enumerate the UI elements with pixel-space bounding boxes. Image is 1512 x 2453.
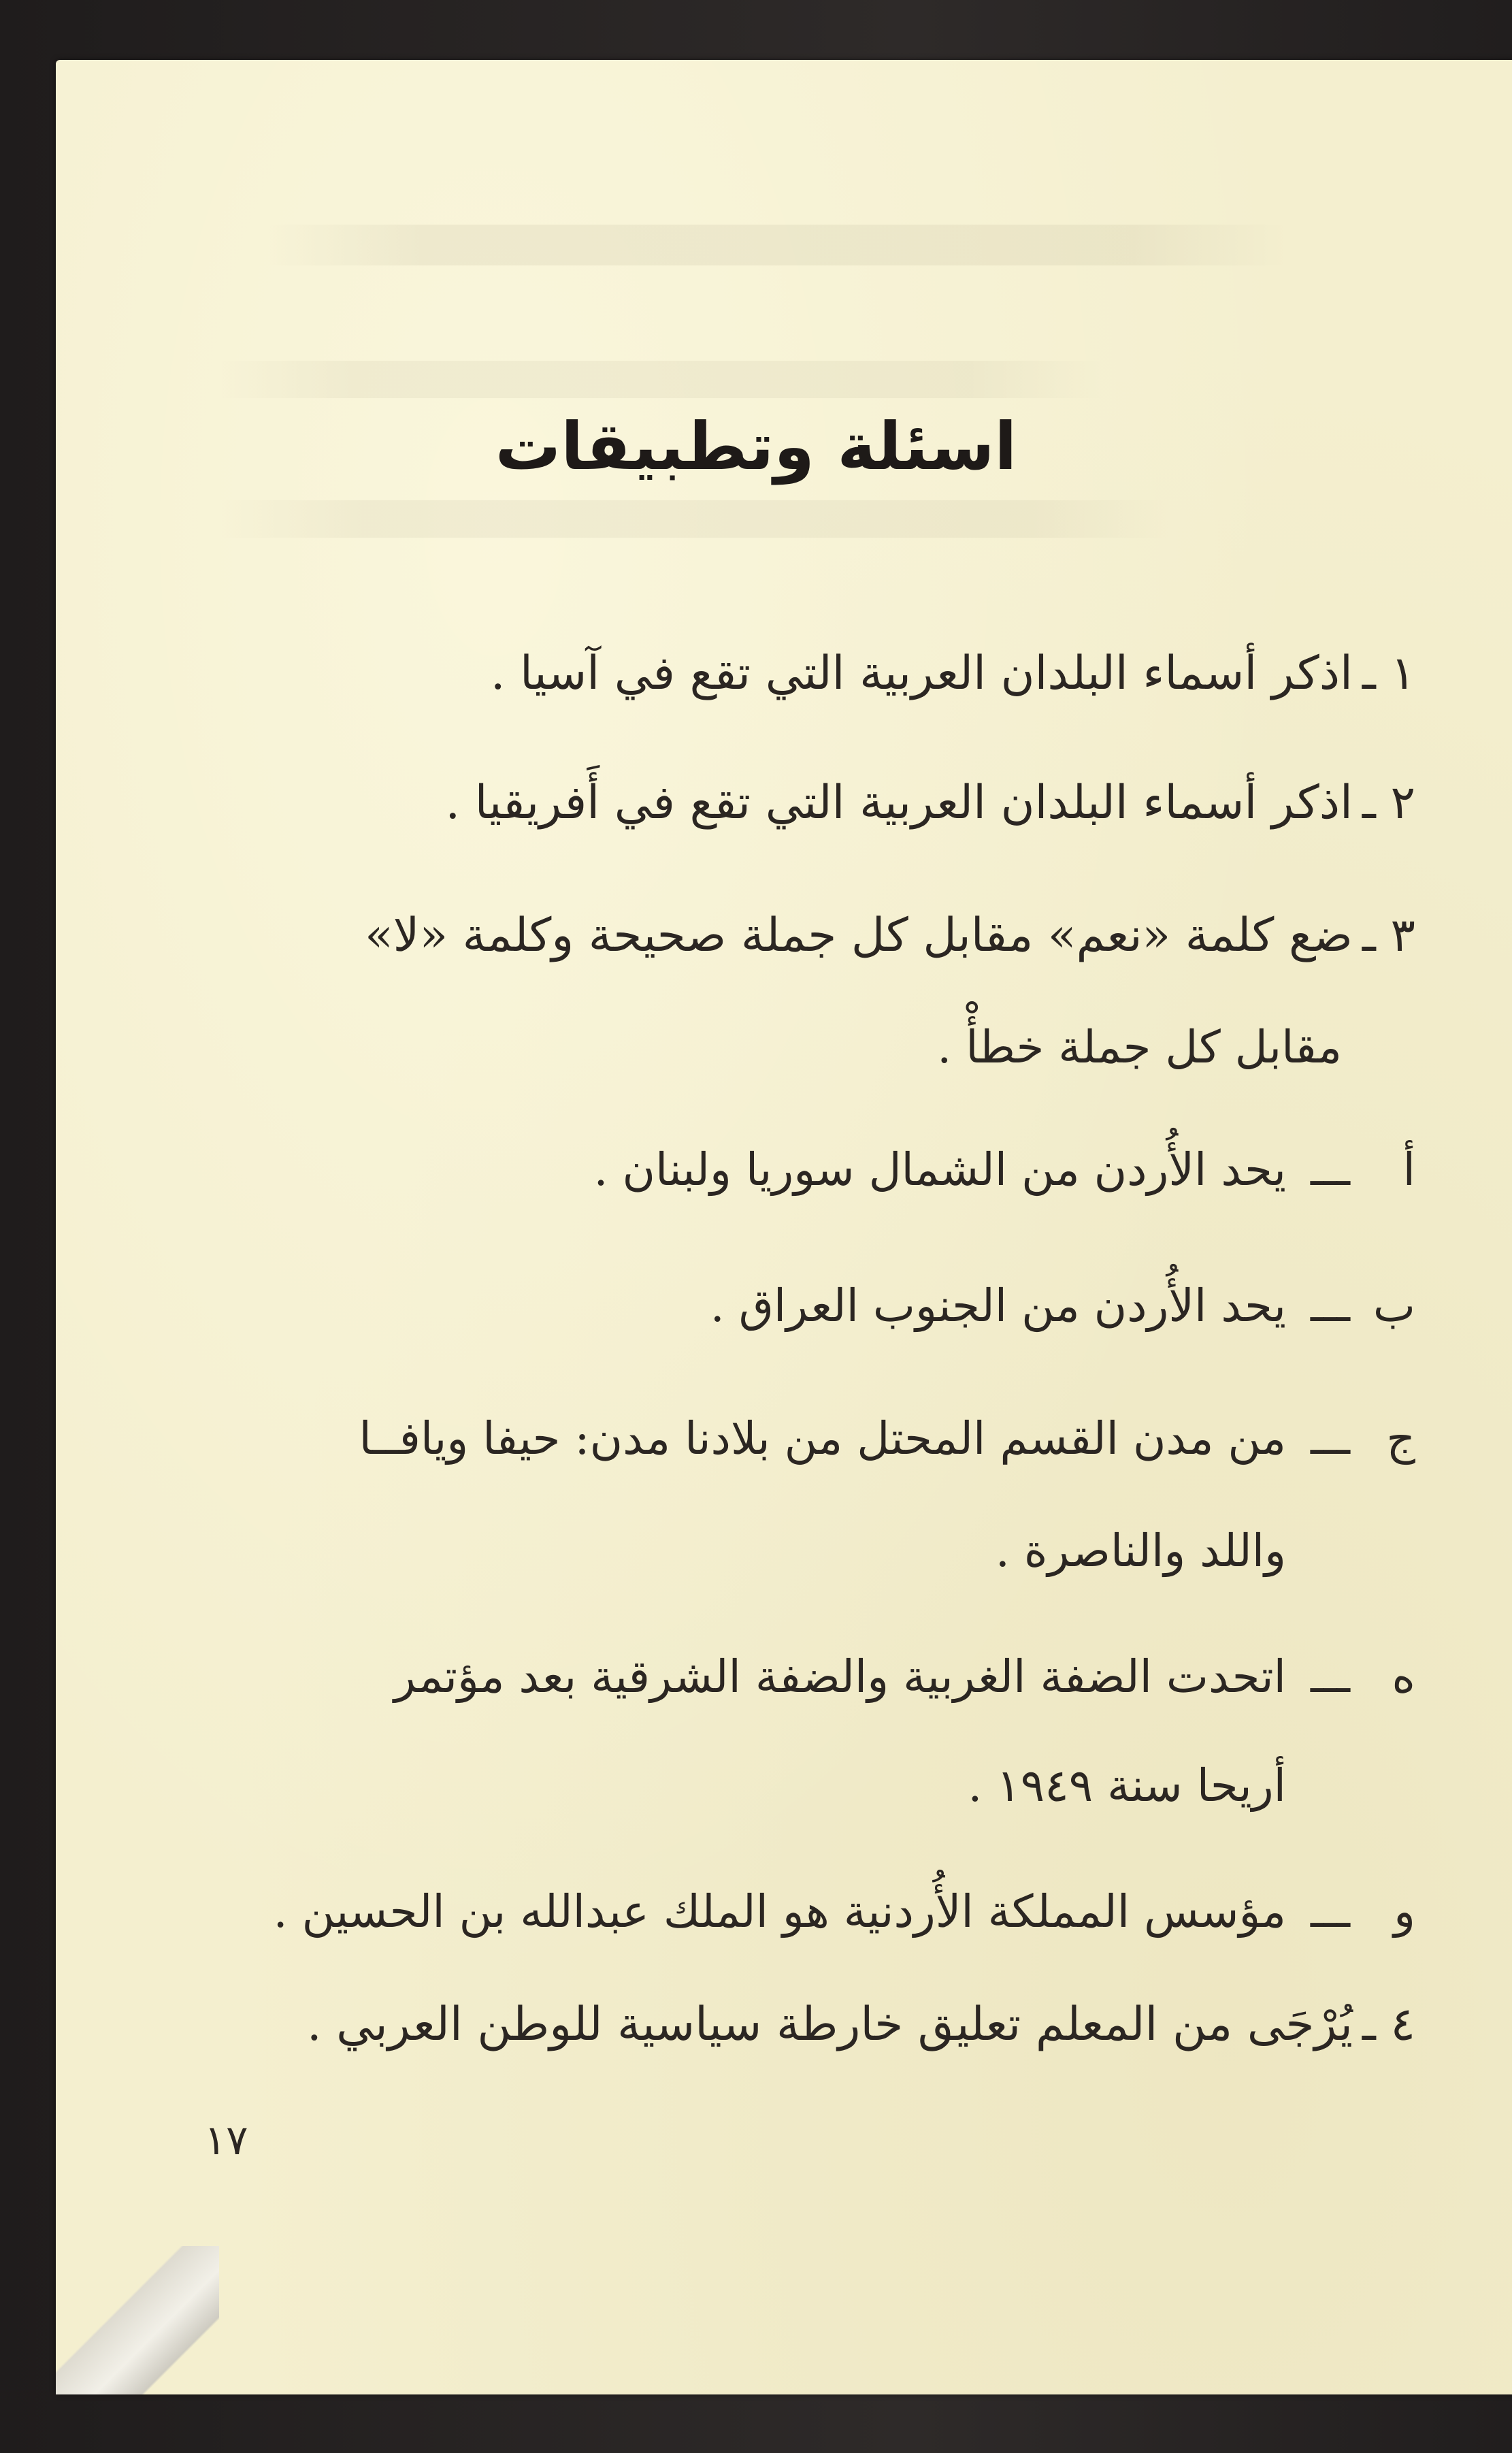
statement-j xyxy=(359,1412,1415,1465)
question-text: يُرْجَى من المعلم تعليق خارطة سياسية للوطن العربي . xyxy=(306,1998,1353,2051)
statement-a xyxy=(594,1143,1415,1196)
question-number: ٢ ـ xyxy=(1362,776,1415,830)
statement-dash: ـــ xyxy=(1310,1280,1350,1332)
statement-text: يحد الأُردن من الجنوب العراق . xyxy=(710,1280,1286,1332)
question-4 xyxy=(307,1998,1415,2051)
statement-letter: ج xyxy=(1386,1412,1415,1465)
page-number: ١٧ xyxy=(204,2117,248,2164)
statement-b xyxy=(710,1280,1415,1332)
question-3 xyxy=(365,909,1415,962)
page-title: اسئلة وتطبيقات xyxy=(495,408,1017,485)
statement-letter: ب xyxy=(1373,1280,1415,1332)
question-text: اذكر أسماء البلدان العربية التي تقع في أَفريقيا . xyxy=(445,776,1353,830)
statement-letter: أ xyxy=(1402,1143,1415,1196)
statement-letter: و xyxy=(1394,1885,1415,1938)
statement-letter: ه xyxy=(1392,1651,1415,1703)
statement-dash: ـــ xyxy=(1310,1885,1350,1938)
question-text: اذكر أسماء البلدان العربية التي تقع في آسيا . xyxy=(490,647,1353,700)
question-text: ضع كلمة «نعم» مقابل كل جملة صحيحة وكلمة «لا» xyxy=(365,909,1353,962)
statement-text: مؤسس المملكة الأُردنية هو الملك عبدالله بن الحسين . xyxy=(273,1885,1286,1938)
statement-h xyxy=(394,1651,1415,1703)
question-number: ٣ ـ xyxy=(1362,909,1415,962)
page-corner-fold xyxy=(56,2246,219,2394)
show-through-line xyxy=(219,361,1104,398)
statement-text: من مدن القسم المحتل من بلادنا مدن: حيفا ويافــا xyxy=(359,1412,1286,1465)
statement-dash: ـــ xyxy=(1310,1412,1350,1465)
show-through-line xyxy=(219,500,1172,538)
statement-h-continuation: أريحا سنة ١٩٤٩ . xyxy=(968,1759,1286,1812)
statement-text: اتحدت الضفة الغربية والضفة الشرقية بعد مؤتمر xyxy=(394,1651,1286,1703)
question-3-continuation: مقابل كل جملة خطأْ . xyxy=(937,1021,1342,1073)
show-through-line xyxy=(267,225,1287,265)
question-2 xyxy=(445,776,1415,830)
statement-w xyxy=(274,1885,1415,1938)
question-1 xyxy=(491,647,1415,700)
statement-dash: ـــ xyxy=(1310,1143,1350,1196)
question-number: ١ ـ xyxy=(1362,647,1415,700)
statement-dash: ـــ xyxy=(1310,1651,1350,1703)
statement-j-continuation: واللد والناصرة . xyxy=(995,1525,1286,1577)
question-number: ٤ ـ xyxy=(1362,1998,1415,2051)
statement-text: يحد الأُردن من الشمال سوريا ولبنان . xyxy=(593,1143,1286,1196)
